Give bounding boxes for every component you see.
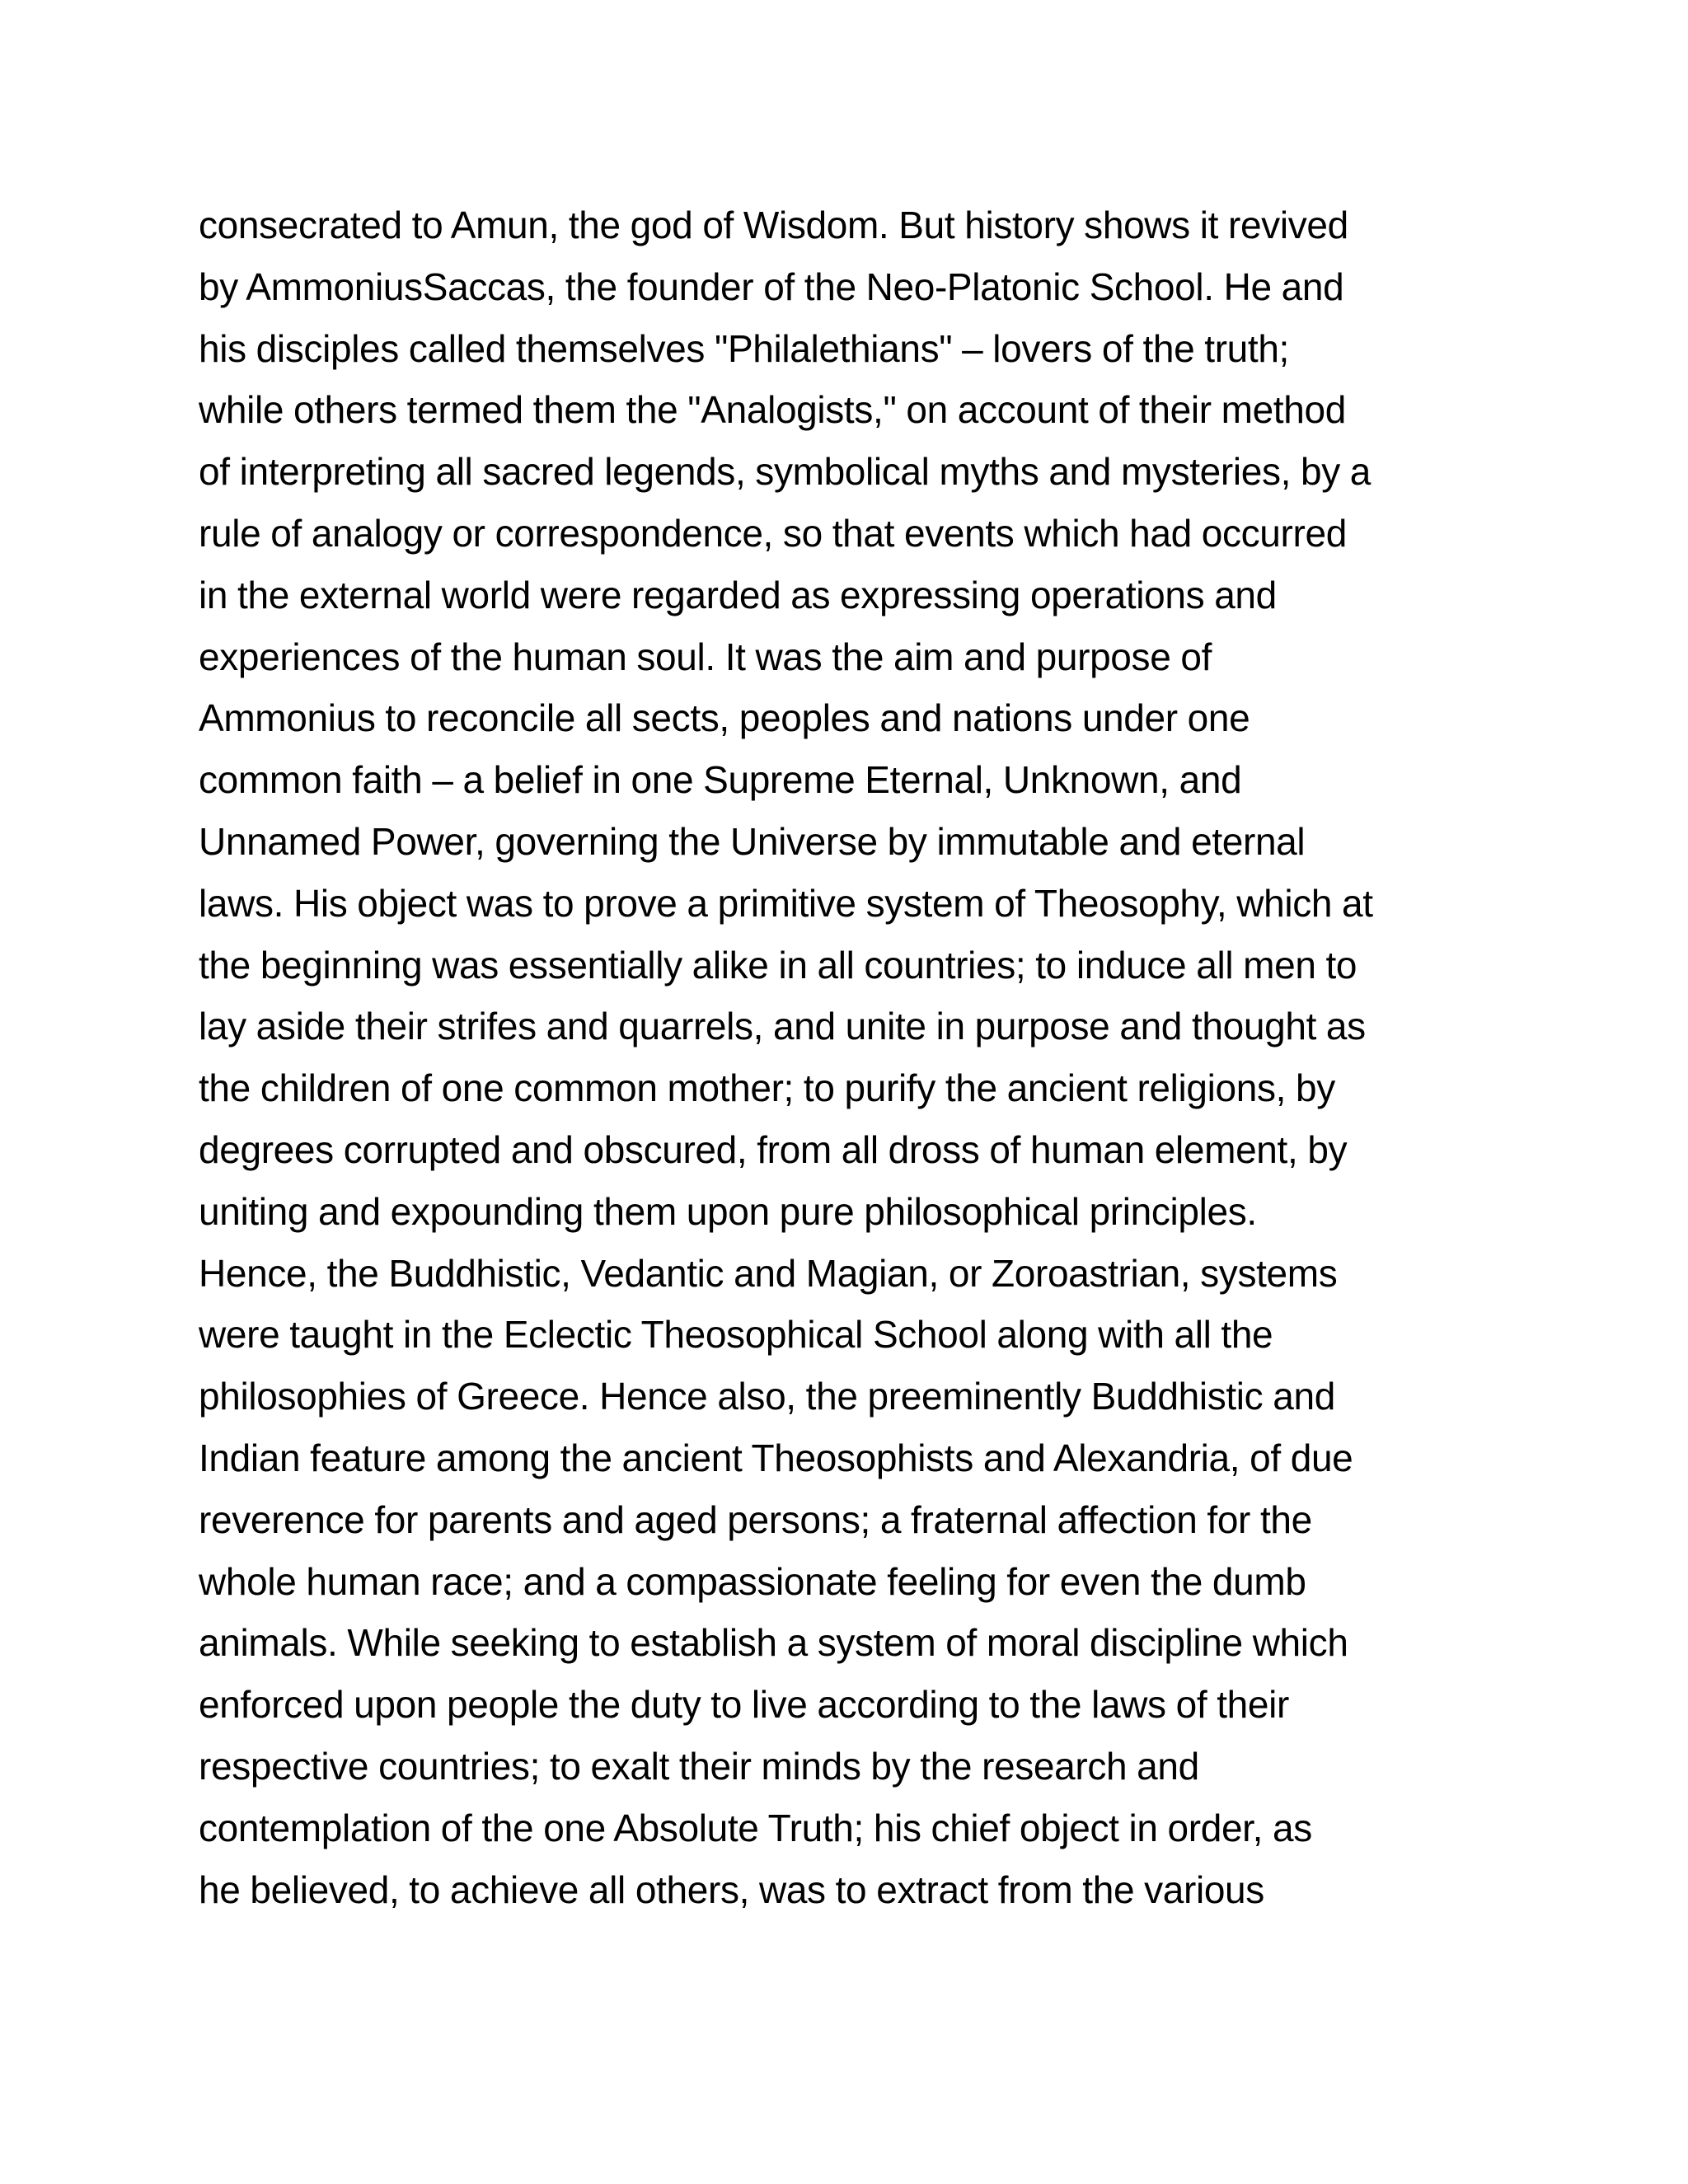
- text-line: consecrated to Amun, the god of Wisdom. But history shows it revived: [199, 204, 1348, 246]
- text-line: his disciples called themselves "Philalethians" – lovers of the truth;: [199, 326, 1289, 370]
- text-line: of interpreting all sacred legends, symbolical myths and mysteries, by a: [199, 450, 1372, 494]
- text-line: respective countries; to exalt their minds by the research and: [199, 1744, 1199, 1788]
- text-line: by AmmoniusSaccas, the founder of the Neo-Platonic School. He and: [199, 265, 1344, 308]
- text-line: laws. His object was to prove a primitive system of Theosophy, which at: [199, 881, 1373, 925]
- text-line: contemplation of the one Absolute Truth; his chief object in order, as: [199, 1806, 1312, 1849]
- text-line: philosophies of Greece. Hence also, the preeminently Buddhistic and: [199, 1375, 1335, 1418]
- text-line: experiences of the human soul. It was the aim and purpose of: [199, 635, 1212, 678]
- text-line: were taught in the Eclectic Theosophical School along with all the: [199, 1313, 1273, 1357]
- text-line: animals. While seeking to establish a system of moral discipline which: [199, 1621, 1348, 1665]
- text-line: rule of analogy or correspondence, so that events which had occurred: [199, 511, 1347, 555]
- text-line: he believed, to achieve all others, was to extract from the various: [199, 1868, 1264, 1911]
- text-line: whole human race; and a compassionate feeling for even the dumb: [199, 1559, 1306, 1603]
- body-text: [199, 194, 1517, 1920]
- text-line: enforced upon people the duty to live according to the laws of their: [199, 1683, 1289, 1727]
- text-line: degrees corrupted and obscured, from all dross of human element, by: [199, 1127, 1348, 1171]
- text-line: while others termed them the "Analogists," on account of their method: [199, 388, 1346, 432]
- text-line: uniting and expounding them upon pure philosophical principles.: [199, 1189, 1257, 1233]
- text-line: in the external world were regarded as expressing operations and: [199, 573, 1277, 616]
- text-line: Indian feature among the ancient Theosophists and Alexandria, of due: [199, 1436, 1353, 1479]
- text-line: Ammonius to reconcile all sects, peoples and nations under one: [199, 696, 1250, 740]
- text-line: Hence, the Buddhistic, Vedantic and Magian, or Zoroastrian, systems: [199, 1251, 1338, 1295]
- text-line: the children of one common mother; to purify the ancient religions, by: [199, 1066, 1335, 1110]
- text-line: Unnamed Power, governing the Universe by immutable and eternal: [199, 819, 1306, 863]
- text-line: reverence for parents and aged persons; a fraternal affection for the: [199, 1497, 1312, 1541]
- text-line: common faith – a belief in one Supreme Eternal, Unknown, and: [199, 758, 1242, 802]
- text-line: the beginning was essentially alike in all countries; to induce all men to: [199, 943, 1357, 987]
- text-line: lay aside their strifes and quarrels, and unite in purpose and thought as: [199, 1005, 1366, 1048]
